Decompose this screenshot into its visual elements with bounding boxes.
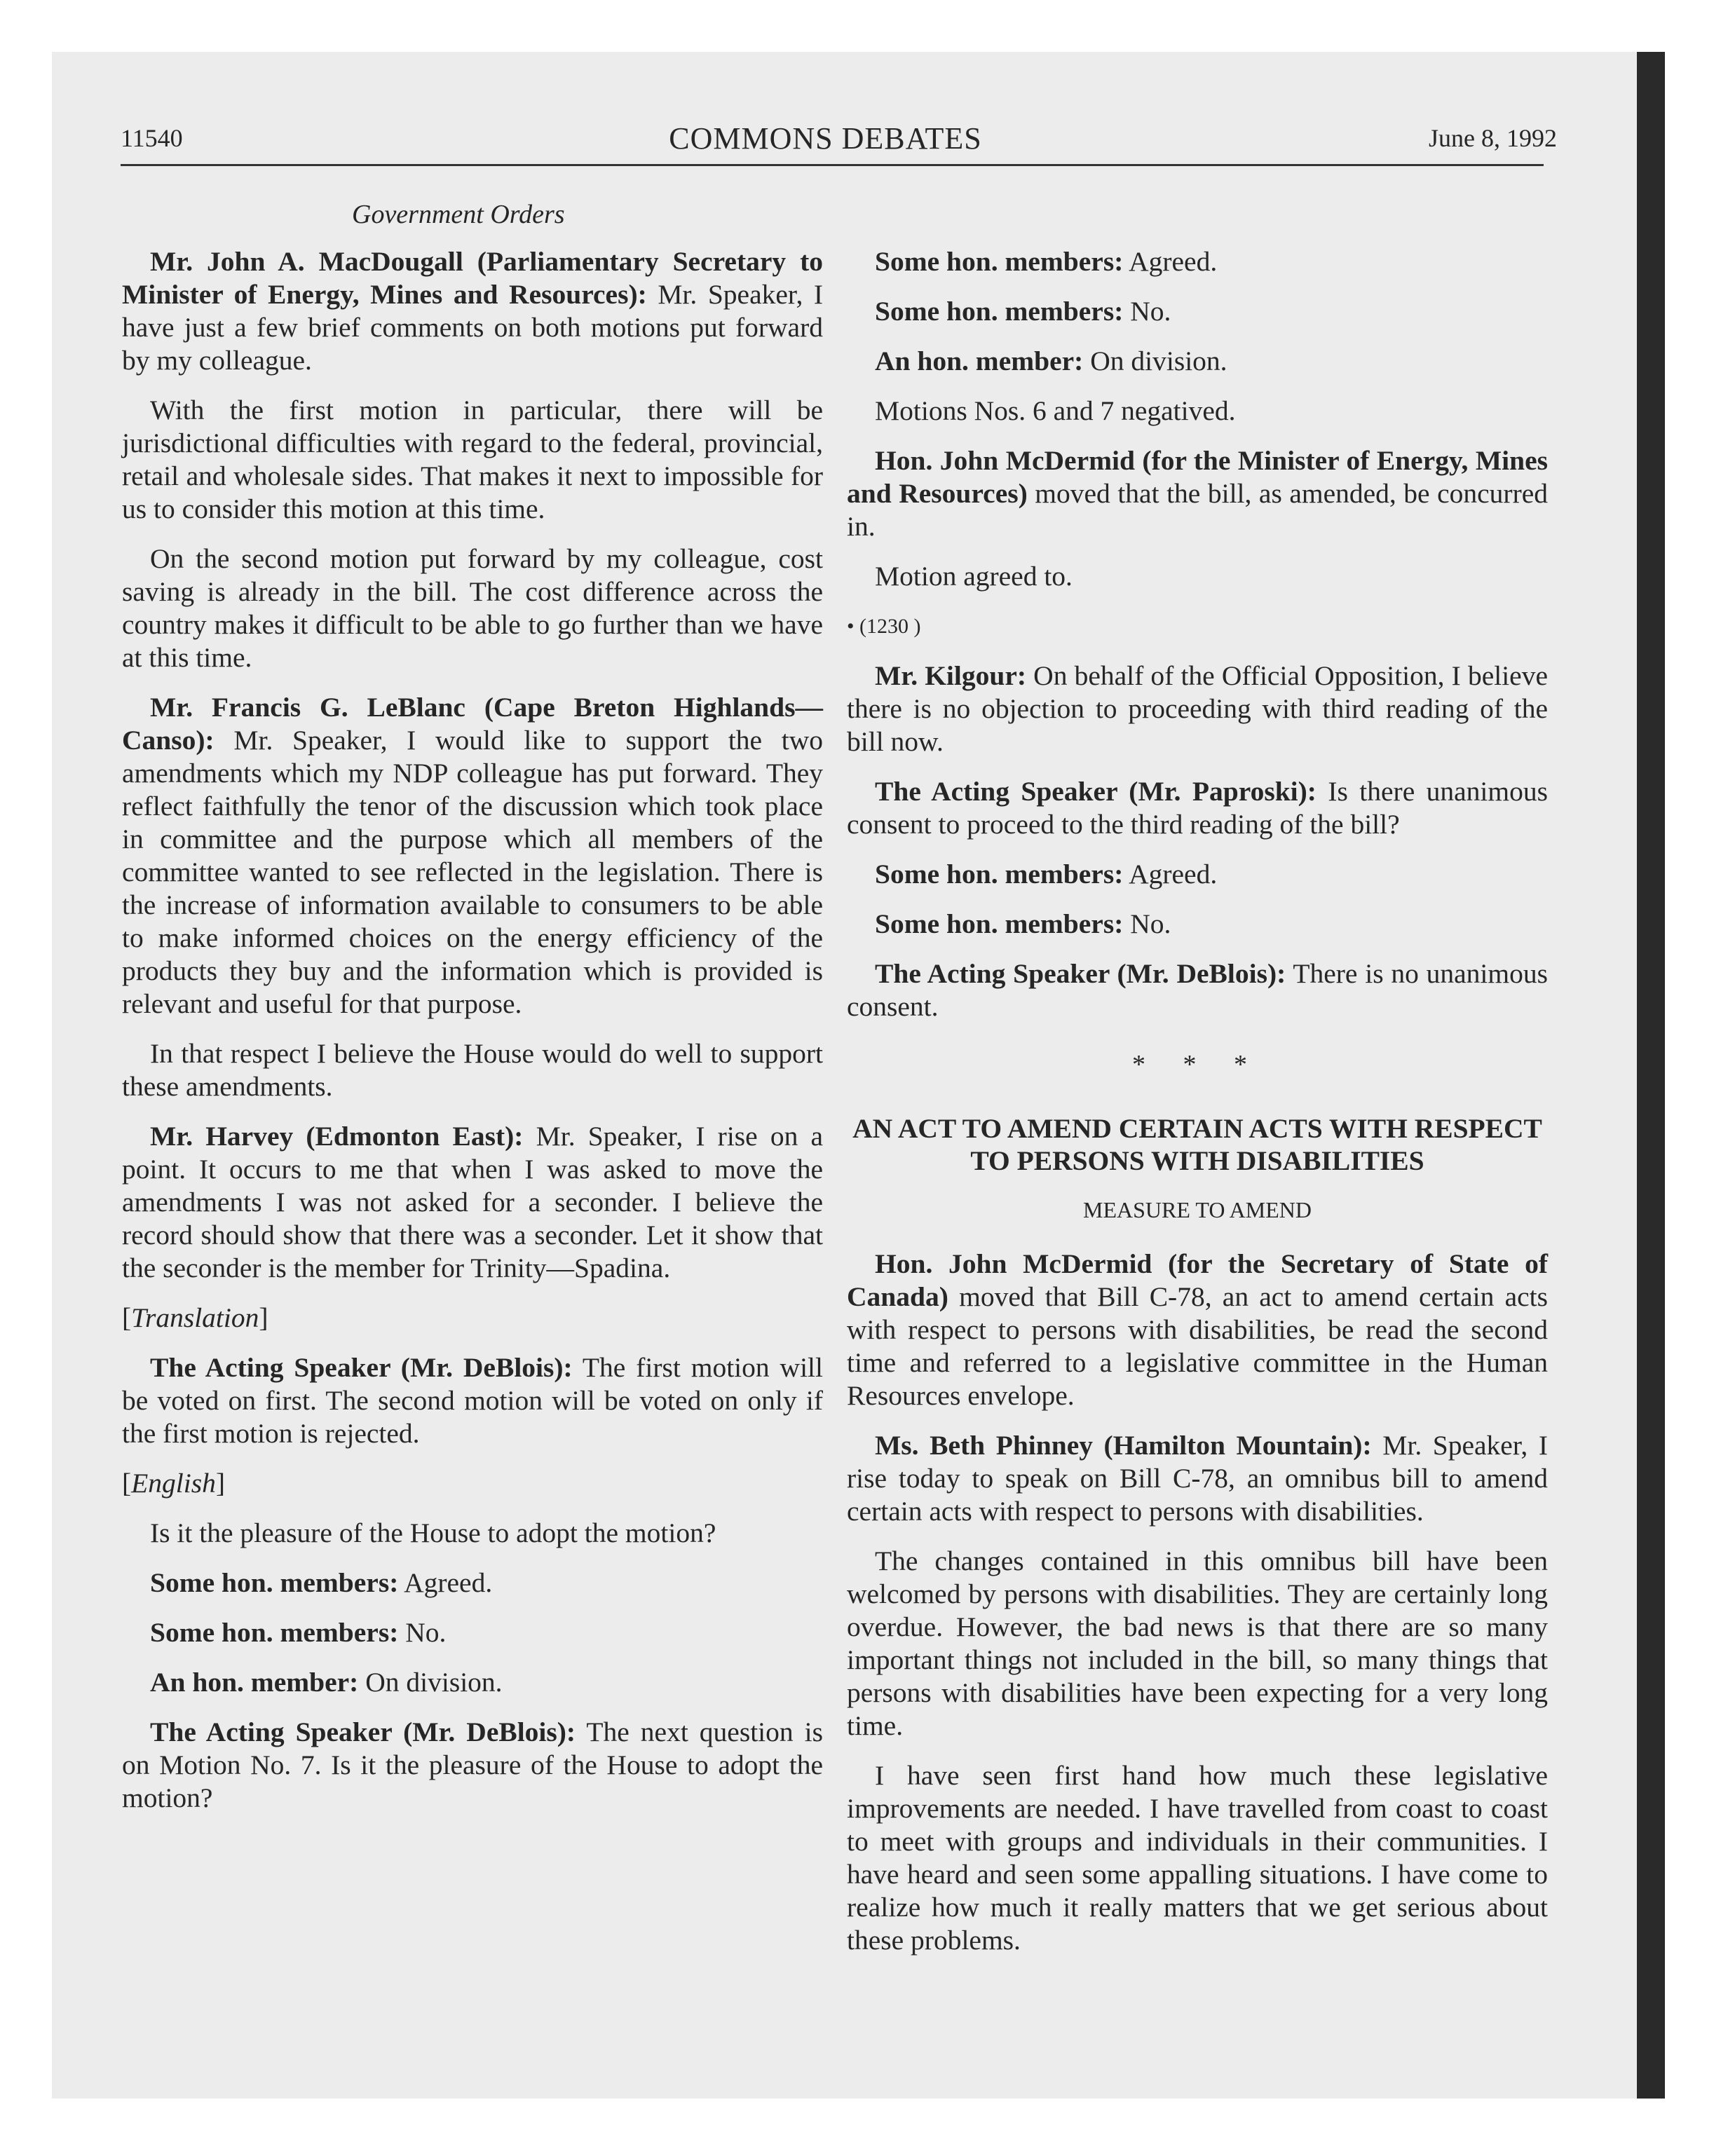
speech-paragraph	[122, 245, 823, 377]
body-paragraph: The changes contained in this omnibus bill have been welcomed by persons with disabilities. They are certainly long overdue. However, the bad news is that there are so many important things not included in the bill, so many things that persons with disabilities have been expecting for a very long time.	[847, 1546, 1548, 1741]
speech-paragraph	[122, 1567, 823, 1599]
speaker-name: Some hon. members:	[875, 296, 1124, 327]
speech-paragraph	[847, 858, 1548, 891]
journal-title: COMMONS DEBATES	[669, 121, 982, 156]
speech-text: No.	[1130, 908, 1171, 939]
speaker-name: Some hon. members:	[875, 908, 1124, 939]
speaker-name: An hon. member:	[875, 346, 1084, 376]
language-marker: [English]	[122, 1468, 226, 1499]
scan-edge-shadow	[1637, 52, 1665, 2099]
section-separator: * * *	[1132, 1050, 1263, 1079]
speaker-name: Some hon. members:	[150, 1567, 399, 1598]
speaker-name: The Acting Speaker (Mr. DeBlois):	[150, 1352, 573, 1383]
procedural-line: Motion agreed to.	[875, 561, 1073, 592]
speech-text: moved that Bill C-78, an act to amend certain acts with respect to persons with disabilities, be read the second time and referred to a legislative committee in the Human Resources envelope.	[847, 1281, 1549, 1411]
time-marker: • (1230 )	[847, 615, 921, 638]
debate-title: AN ACT TO AMEND CERTAIN ACTS WITH RESPECT TO PERSONS WITH DISABILITIES	[852, 1113, 1542, 1176]
left-column	[122, 245, 823, 1831]
body-paragraph: In that respect I believe the House would do well to support these amendments.	[122, 1038, 823, 1102]
header-rule	[121, 164, 1544, 166]
speaker-name: The Acting Speaker (Mr. DeBlois):	[875, 958, 1286, 989]
body-paragraph: I have seen first hand how much these legislative improvements are needed. I have travelled from coast to coast to meet with groups and individuals in their communities. I have heard and seen some appalling situations. I have come to realize how much it really matters that we get serious about these problems.	[847, 1760, 1548, 1956]
speech-text: moved that the bill, as amended, be concurred in.	[847, 478, 1549, 542]
speech-text: Mr. Speaker, I rise today to speak on Bill C-78, an omnibus bill to amend certain acts with respect to persons with disabilities.	[847, 1430, 1549, 1527]
procedural-line: Is it the pleasure of the House to adopt the motion?	[150, 1517, 716, 1548]
speech-paragraph	[847, 345, 1548, 378]
speech-paragraph	[122, 1616, 823, 1649]
speech-paragraph	[122, 1666, 823, 1699]
speaker-name: Mr. Francis G. LeBlanc (Cape Breton Highlands—Canso):	[122, 692, 823, 756]
speaker-name: Hon. John McDermid (for the Minister of Energy, Mines and Resources)	[847, 445, 1548, 509]
speech-text: Is there unanimous consent to proceed to the third reading of the bill?	[847, 776, 1548, 840]
speech-paragraph	[122, 1716, 823, 1815]
debate-subtitle: MEASURE TO AMEND	[1083, 1197, 1312, 1222]
speech-text: There is no unanimous consent.	[847, 958, 1548, 1022]
page-number: 11540	[121, 124, 183, 152]
speech-text: On division.	[1090, 346, 1227, 376]
speech-paragraph	[122, 1351, 823, 1450]
speaker-name: Mr. Harvey (Edmonton East):	[150, 1121, 524, 1152]
speech-text: On division.	[365, 1667, 503, 1698]
speaker-name: Ms. Beth Phinney (Hamilton Mountain):	[875, 1430, 1372, 1461]
speech-paragraph	[847, 908, 1548, 941]
speaker-name: Mr. Kilgour:	[875, 660, 1027, 691]
speaker-name: Mr. John A. MacDougall (Parliamentary Secretary to Minister of Energy, Mines and Resources):	[122, 246, 823, 310]
speech-paragraph	[122, 691, 823, 1021]
speech-paragraph	[847, 1429, 1548, 1528]
right-column	[847, 245, 1548, 1974]
speaker-name: An hon. member:	[150, 1667, 359, 1698]
page-date: June 8, 1992	[1429, 124, 1557, 152]
speech-paragraph	[847, 660, 1548, 758]
procedural-line: Motions Nos. 6 and 7 negatived.	[875, 395, 1236, 426]
speaker-name: The Acting Speaker (Mr. Paproski):	[875, 776, 1316, 807]
speech-paragraph	[847, 444, 1548, 543]
speech-text: No.	[1130, 296, 1171, 327]
speech-text: No.	[405, 1617, 447, 1648]
speech-text: Agreed.	[1129, 246, 1218, 277]
speech-text: The next question is on Motion No. 7. Is it the pleasure of the House to adopt the motion?	[122, 1717, 823, 1813]
speech-text: On behalf of the Official Opposition, I believe there is no objection to proceeding with third reading of the bill now.	[847, 660, 1548, 757]
section-heading: Government Orders	[352, 200, 565, 229]
speech-text: Mr. Speaker, I rise on a point. It occurs to me that when I was asked to move the amendments I was not asked for a seconder. I believe the record should show that there was a seconder. Let it show that the seconder is the member for Trinity—Spadina.	[122, 1121, 824, 1283]
speaker-name: Some hon. members:	[875, 246, 1124, 277]
language-marker: [Translation]	[122, 1302, 268, 1333]
body-paragraph: On the second motion put forward by my colleague, cost saving is already in the bill. The cost difference across the country makes it difficult to be able to go further than we have at this time.	[122, 543, 823, 673]
speech-text: The first motion will be voted on first. The second motion will be voted on only if the first motion is rejected.	[122, 1352, 823, 1449]
speech-paragraph	[847, 775, 1548, 841]
speech-paragraph	[847, 295, 1548, 328]
speech-text: Agreed.	[1129, 859, 1218, 889]
speaker-name: Some hon. members:	[150, 1617, 399, 1648]
speaker-name: Hon. John McDermid (for the Secretary of State of Canada)	[847, 1248, 1548, 1312]
body-paragraph: With the first motion in particular, there will be jurisdictional difficulties with regard to the federal, provincial, retail and wholesale sides. That makes it next to impossible for us to consider this motion at this time.	[122, 395, 823, 524]
speech-text: Mr. Speaker, I would like to support the two amendments which my NDP colleague has put forward. They reflect faithfully the tenor of the discussion which took place in committee and the purpose which all members of the committee wanted to see reflected in the legislation. There is the increase of information available to consumers to be able to make informed choices on the energy efficiency of the products they buy and the information which is provided is relevant and useful for that purpose.	[122, 725, 823, 1019]
speaker-name: Some hon. members:	[875, 859, 1124, 889]
speech-paragraph	[122, 1120, 823, 1285]
speaker-name: The Acting Speaker (Mr. DeBlois):	[150, 1717, 576, 1747]
speech-text: Mr. Speaker, I have just a few brief comments on both motions put forward by my colleague.	[122, 279, 824, 376]
speech-paragraph	[847, 957, 1548, 1023]
speech-paragraph	[847, 1248, 1548, 1412]
speech-paragraph	[847, 245, 1548, 278]
speech-text: Agreed.	[404, 1567, 493, 1598]
